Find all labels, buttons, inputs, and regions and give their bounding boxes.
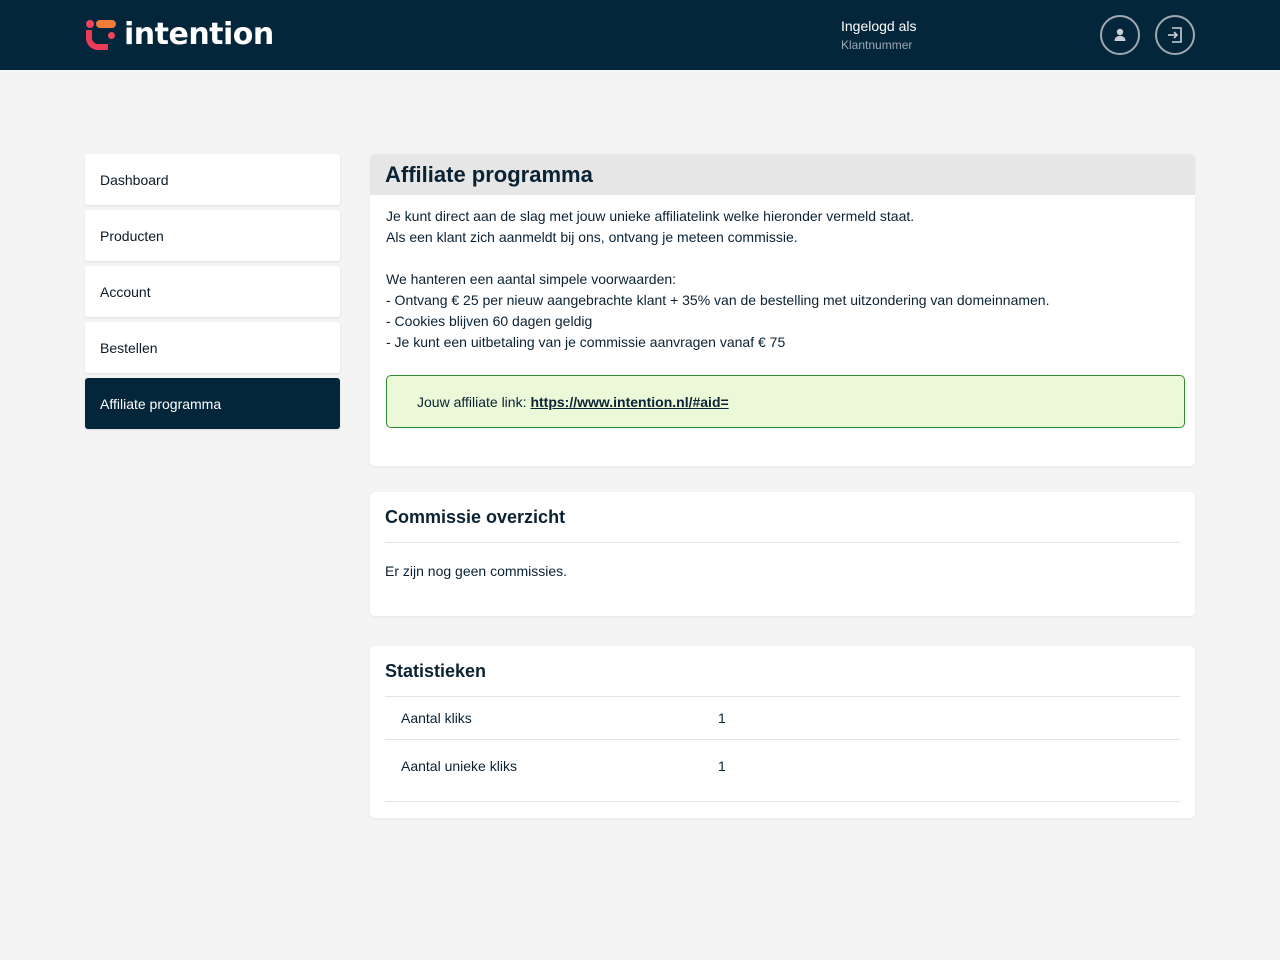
affiliate-link[interactable]: https://www.intention.nl/#aid= (530, 393, 729, 410)
sidebar-item-bestellen[interactable] (85, 322, 340, 373)
sidebar-item-label: Dashboard (100, 171, 169, 188)
sidebar-item-dashboard[interactable] (85, 154, 340, 205)
profile-button[interactable] (1100, 15, 1140, 55)
page-title: Affiliate programma (385, 161, 593, 187)
sidebar-item-label: Producten (100, 227, 164, 244)
condition-2: - Cookies blijven 60 dagen geldig (386, 313, 593, 329)
login-info (841, 18, 917, 52)
affiliate-card-header (370, 154, 1195, 195)
top-navigation-bar (0, 0, 1280, 70)
sidebar-item-affiliate-programma[interactable] (85, 378, 340, 429)
sidebar-item-producten[interactable] (85, 210, 340, 261)
intro-line-2: Als een klant zich aanmeldt bij ons, ontvang je meteen commissie. (386, 229, 798, 245)
commissie-title: Commissie overzicht (385, 492, 1180, 543)
condition-1: - Ontvang € 25 per nieuw aangebrachte klant + 35% van de bestelling met uitzondering van domeinnamen. (386, 292, 1050, 308)
conditions-title: We hanteren een aantal simpele voorwaarden: (386, 271, 677, 287)
affiliate-card (370, 154, 1195, 466)
sidebar-item-label: Affiliate programma (100, 395, 222, 412)
sidebar-item-account[interactable] (85, 266, 340, 317)
stat-value: 1 (718, 710, 726, 726)
logo-text: intention (124, 17, 274, 52)
sidebar-item-label: Bestellen (100, 339, 158, 356)
logout-button[interactable] (1155, 15, 1195, 55)
statistieken-card (370, 646, 1195, 818)
affiliate-link-label: Jouw affiliate link: (417, 393, 527, 410)
stat-label: Aantal unieke kliks (401, 758, 517, 774)
table-row (385, 740, 1180, 802)
commissie-card (370, 492, 1195, 616)
spacer-line (386, 248, 1179, 269)
commissie-empty-text: Er zijn nog geen commissies. (385, 563, 568, 579)
stat-label: Aantal kliks (401, 710, 472, 726)
user-icon (1112, 27, 1128, 43)
affiliate-description (370, 195, 1195, 353)
affiliate-link-box (386, 375, 1185, 428)
logged-in-label: Ingelogd als (841, 18, 917, 34)
logo-mark-icon (86, 20, 118, 50)
logout-icon (1166, 26, 1184, 44)
statistieken-table (385, 697, 1180, 802)
stat-value: 1 (718, 758, 726, 774)
intro-line-1: Je kunt direct aan de slag met jouw unieke affiliatelink welke hieronder vermeld staat. (386, 208, 915, 224)
table-row (385, 697, 1180, 740)
statistieken-title: Statistieken (385, 646, 1180, 697)
sidebar-menu (85, 154, 340, 434)
customer-number-label: Klantnummer (841, 38, 913, 52)
intention-logo[interactable] (86, 17, 274, 52)
sidebar-item-label: Account (100, 283, 151, 300)
condition-3: - Je kunt een uitbetaling van je commissie aanvragen vanaf € 75 (386, 334, 786, 350)
